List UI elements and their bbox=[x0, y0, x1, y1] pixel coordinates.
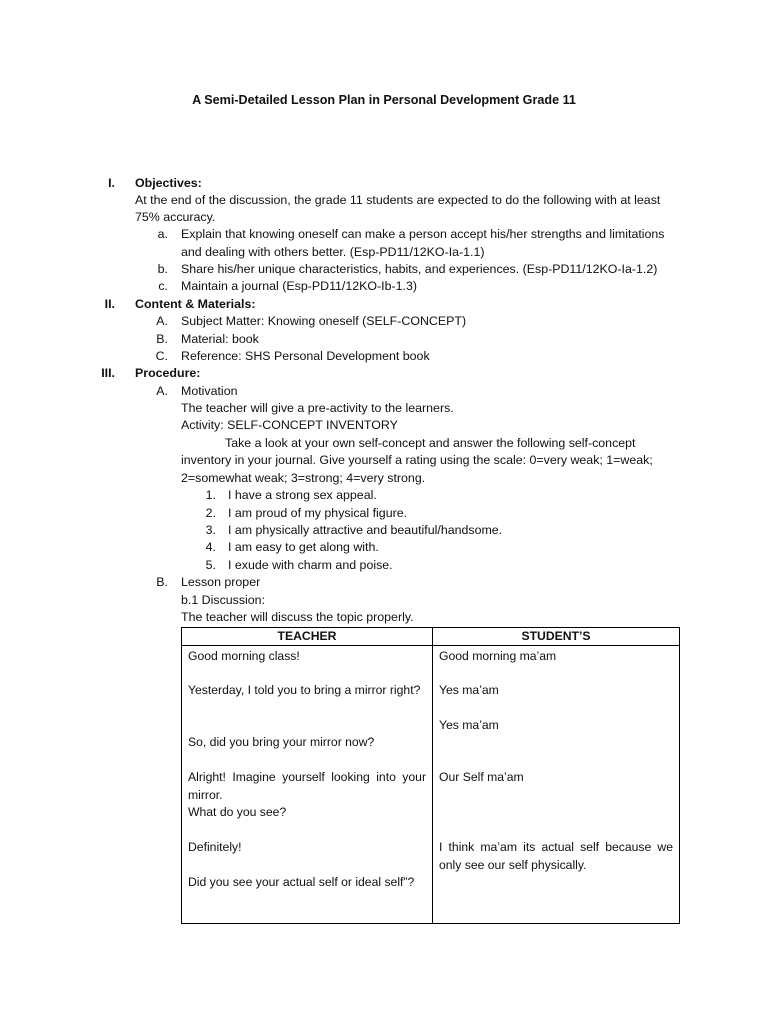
teacher-line: So, did you bring your mirror now? bbox=[188, 735, 375, 750]
teacher-line: What do you see? bbox=[188, 805, 287, 820]
discussion-text: The teacher will discuss the topic properly. bbox=[181, 610, 414, 624]
activity-paragraph-line-3: 2=somewhat weak; 3=strong; 4=very strong. bbox=[181, 471, 426, 485]
activity-title: Activity: SELF-CONCEPT INVENTORY bbox=[181, 418, 398, 432]
section-numeral-content: II. bbox=[104, 297, 115, 311]
lesson-proper-label: Lesson proper bbox=[181, 575, 261, 589]
section-numeral-objectives: I. bbox=[108, 176, 115, 190]
teacher-line: Good morning class! bbox=[188, 649, 300, 664]
discussion-table bbox=[181, 627, 680, 924]
objectives-heading: Objectives: bbox=[135, 176, 202, 190]
objective-b-line-1: Share his/her unique characteristics, habits, and experiences. (Esp-PD11/12KO-Ia-1.2) bbox=[181, 262, 658, 276]
teacher-line: Definitely! bbox=[188, 840, 242, 855]
inventory-item: I am proud of my physical figure. bbox=[228, 506, 408, 520]
inventory-number: 2. bbox=[205, 506, 216, 520]
inventory-number: 3. bbox=[205, 523, 216, 537]
teacher-column-header: TEACHER bbox=[182, 628, 433, 646]
activity-paragraph-line-2: inventory in your journal. Give yourself a rating using the scale: 0=very weak; 1=weak; bbox=[181, 453, 653, 467]
content-item-subject: Subject Matter: Knowing oneself (SELF-CONCEPT) bbox=[181, 314, 467, 328]
inventory-item: I exude with charm and poise. bbox=[228, 558, 393, 572]
objective-marker: c. bbox=[158, 279, 168, 293]
motivation-label: Motivation bbox=[181, 384, 238, 398]
objectives-intro-line-2: 75% accuracy. bbox=[135, 210, 216, 224]
student-line: Yes ma’am bbox=[439, 718, 499, 733]
content-marker: B. bbox=[156, 332, 168, 346]
objectives-intro-line-1: At the end of the discussion, the grade 11 students are expected to do the following with at least bbox=[135, 193, 661, 207]
content-item-material: Material: book bbox=[181, 332, 259, 346]
student-cell bbox=[433, 646, 680, 924]
inventory-number: 4. bbox=[205, 540, 216, 554]
content-marker: C. bbox=[155, 349, 168, 363]
objective-a-line-2: and dealing with others better. (Esp-PD11/12KO-Ia-1.1) bbox=[181, 245, 485, 259]
activity-paragraph-line-1: Take a look at your own self-concept and answer the following self-concept bbox=[225, 436, 636, 450]
inventory-item: I have a strong sex appeal. bbox=[228, 488, 377, 502]
teacher-line: Did you see your actual self or ideal self”? bbox=[188, 875, 415, 890]
document-title: A Semi-Detailed Lesson Plan in Personal Development Grade 11 bbox=[192, 93, 576, 107]
student-line: Our Self ma’am bbox=[439, 770, 524, 785]
inventory-number: 1. bbox=[205, 488, 216, 502]
procedure-marker: B. bbox=[156, 575, 168, 589]
student-line: Good morning ma’am bbox=[439, 649, 557, 664]
section-numeral-procedure: III. bbox=[101, 366, 115, 380]
students-column-header: STUDENT’S bbox=[433, 628, 680, 646]
teacher-cell bbox=[182, 646, 433, 924]
objective-marker: b. bbox=[157, 262, 168, 276]
content-item-reference: Reference: SHS Personal Development book bbox=[181, 349, 430, 363]
teacher-line: Yesterday, I told you to bring a mirror right? bbox=[188, 683, 421, 698]
student-line: I think ma’am its actual self because we only see our self physically. bbox=[439, 840, 673, 872]
table-row bbox=[182, 646, 680, 924]
teacher-line: Alright! Imagine yourself looking into your mirror. bbox=[188, 770, 426, 802]
discussion-subheading: b.1 Discussion: bbox=[181, 593, 266, 607]
student-line: Yes ma’am bbox=[439, 683, 499, 698]
motivation-text: The teacher will give a pre-activity to the learners. bbox=[181, 401, 454, 415]
inventory-item: I am physically attractive and beautiful/handsome. bbox=[228, 523, 503, 537]
table-header-row bbox=[182, 628, 680, 646]
objective-a-line-1: Explain that knowing oneself can make a person accept his/her strengths and limitations bbox=[181, 227, 665, 241]
objective-marker: a. bbox=[157, 227, 168, 241]
inventory-number: 5. bbox=[205, 558, 216, 572]
procedure-heading: Procedure: bbox=[135, 366, 201, 380]
inventory-item: I am easy to get along with. bbox=[228, 540, 379, 554]
procedure-marker: A. bbox=[156, 384, 168, 398]
content-heading: Content & Materials: bbox=[135, 297, 256, 311]
content-marker: A. bbox=[156, 314, 168, 328]
objective-c-line-1: Maintain a journal (Esp-PD11/12KO-Ib-1.3) bbox=[181, 279, 417, 293]
